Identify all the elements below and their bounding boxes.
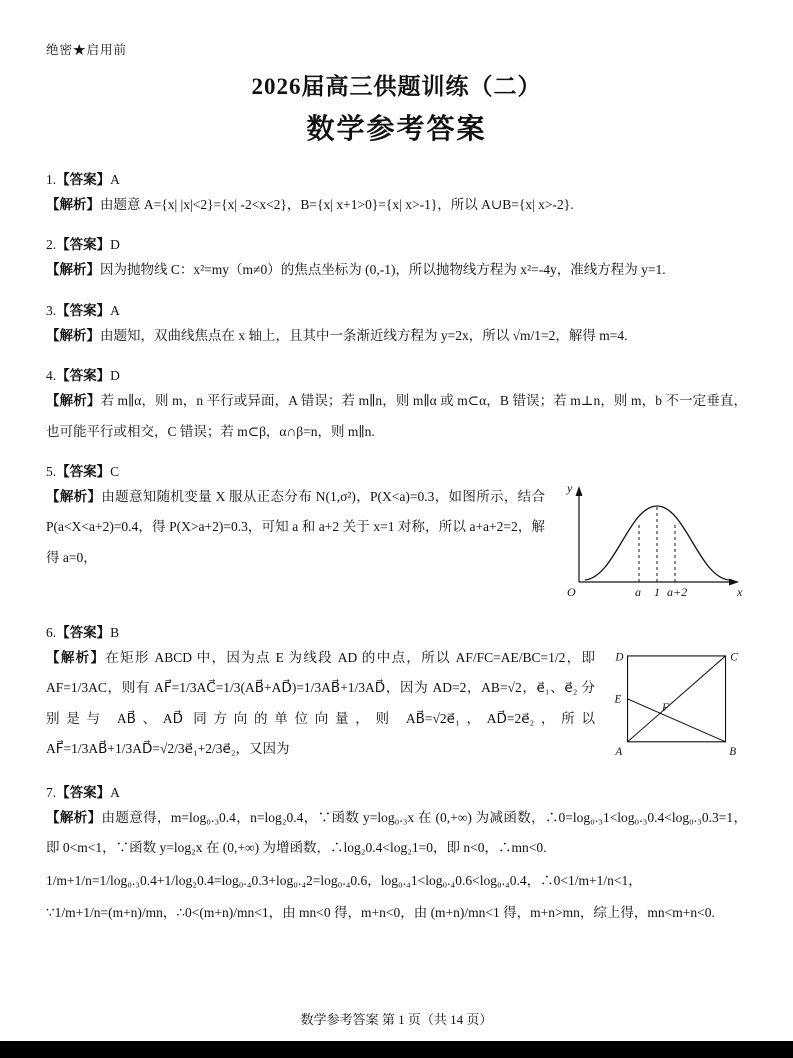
problem-1-analysis xyxy=(46,190,747,220)
answer-label: 【答案】 xyxy=(56,624,111,640)
problem-2-analysis xyxy=(46,255,747,285)
vertex-a-label: A xyxy=(615,745,623,758)
answer-label: 【答案】 xyxy=(56,785,111,801)
problem-7-answer-line xyxy=(46,781,747,801)
answer-value: A xyxy=(110,785,120,801)
page-footer: 数学参考答案 第 1 页（共 14 页） xyxy=(300,1012,493,1027)
problem-6-answer-line xyxy=(46,621,747,641)
answer-value: D xyxy=(110,237,120,253)
vertex-c-label: C xyxy=(730,651,738,664)
exam-title: 2026届高三供题训练（二） xyxy=(251,74,542,99)
problem-number: 3. xyxy=(46,302,57,318)
problem-4-analysis xyxy=(46,386,747,447)
problem-4-answer-line xyxy=(46,364,747,384)
x-axis-label: x xyxy=(737,584,743,599)
y-axis-arrow xyxy=(576,486,583,496)
bottom-black-bar xyxy=(0,1041,793,1058)
answer-label: 【答案】 xyxy=(56,368,111,384)
problem-7-analysis xyxy=(46,803,747,864)
analysis-text: 因为抛物线 C：x²=my（m≠0）的焦点坐标为 (0,-1)，所以抛物线方程为 x²=-4y，准线方程为 y=1. xyxy=(100,262,666,278)
vertex-b-label: B xyxy=(729,745,737,758)
problem-1-answer-line xyxy=(46,168,747,188)
problem-4 xyxy=(46,351,747,447)
problem-7 xyxy=(46,768,747,929)
answer-label: 【答案】 xyxy=(56,463,111,479)
rectangle-svg xyxy=(607,641,747,764)
normal-distribution-figure xyxy=(557,476,747,604)
problem-7-analysis-3: ∵1/m+1/n=(m+n)/mn，∴0<(m+n)/mn<1，由 mn<0 得，m+n<0，由 (m+n)/mn<1 得，m+n>mn，综上得，mn<m+n<0. xyxy=(46,905,715,921)
answer-value: C xyxy=(110,463,120,479)
analysis-label: 【解析】 xyxy=(46,262,100,278)
answer-value: A xyxy=(110,172,120,187)
problem-1 xyxy=(46,155,747,220)
answer-label: 【答案】 xyxy=(56,237,111,253)
answer-value: D xyxy=(110,368,120,384)
analysis-text: 若 m∥α，则 m，n 平行或异面，A 错误；若 m∥n，则 m∥α 或 m⊂α，B 错误；若 m⊥n，则 m，b 不一定垂直，也可能平行或相交，C 错误；若 m⊂β，α∩β=n，则 m∥n. xyxy=(46,393,747,439)
answer-label: 【答案】 xyxy=(56,302,111,318)
problem-3-analysis xyxy=(46,321,747,351)
problem-3 xyxy=(46,286,747,351)
point-f-label: F xyxy=(662,701,669,714)
analysis-label: 【解析】 xyxy=(46,197,100,212)
answer-value: A xyxy=(110,302,120,318)
problem-5 xyxy=(46,447,747,608)
answer-value: B xyxy=(110,624,120,640)
segment-eb xyxy=(628,699,726,742)
analysis-label: 【解析】 xyxy=(46,810,102,826)
diagonal-ac xyxy=(628,656,726,742)
origin-label: O xyxy=(567,584,576,599)
problem-2 xyxy=(46,220,747,285)
analysis-label: 【解析】 xyxy=(46,649,106,665)
analysis-text: 由题意 A={x| |x|<2}={x| -2<x<2}，B={x| x+1>0}={x| x>-1}，所以 A∪B={x| x>-2}. xyxy=(100,197,574,212)
normal-curve-svg xyxy=(557,476,747,604)
problem-6 xyxy=(46,608,747,768)
a-plus-2-tick-label: a+2 xyxy=(667,584,688,599)
analysis-text: 由题意得，m=log₀.₃0.4，n=log₂0.4，∵函数 y=log₀.₃x 在 (0,+∞) 为减函数，∴0=log₀.₃1<log₀.₃0.4<log₀.₃0.3=1，即 0<m<1，∵函数 y=log₂x 在 (0,+∞) 为增函数，∴log₂0.4<log₂1=0，即 n<0，∴mn<0. xyxy=(46,810,747,856)
problem-number: 6. xyxy=(46,624,57,640)
mean-tick-label: 1 xyxy=(654,584,660,599)
analysis-text: 由题意知随机变量 X 服从正态分布 N(1,σ²)，P(X<a)=0.3，如图所示，结合 P(a<X<a+2)=0.4，得 P(X>a+2)=0.3，可知 a 和 a+2 关于 x=1 对称，所以 a+a+2=2，解得 a=0， xyxy=(46,488,545,565)
y-axis-label: y xyxy=(567,480,573,495)
problem-number: 2. xyxy=(46,237,57,253)
analysis-label: 【解析】 xyxy=(46,488,102,504)
answer-label: 【答案】 xyxy=(56,172,111,187)
analysis-text: 在矩形 ABCD 中，因为点 E 为线段 AD 的中点，所以 AF/FC=AE/BC=1/2，即 AF=1/3AC，则有 AF⃗=1/3AC⃗=1/3(AB⃗+AD⃗)=1/3AB⃗+1/3AD⃗，因为 AD=2，AB=√2，e⃗₁、e⃗₂ 分别是与 AB⃗、AD⃗ 同方向的单位向量，则 AB⃗=√2e⃗₁，AD⃗=2e⃗₂，所以 AF⃗=1/3AB⃗+1/3AD⃗=√2/3e⃗₁+2/3e⃗₂，又因为 xyxy=(46,649,596,756)
problem-number: 7. xyxy=(46,785,57,801)
point-e-label: E xyxy=(614,693,622,706)
analysis-label: 【解析】 xyxy=(46,327,100,343)
analysis-label: 【解析】 xyxy=(46,393,101,409)
classification-label: 绝密★启用前 xyxy=(46,43,128,57)
problem-2-answer-line xyxy=(46,233,747,253)
problem-number: 1. xyxy=(46,172,57,187)
vertex-d-label: D xyxy=(615,651,624,664)
problem-number: 4. xyxy=(46,368,57,384)
problem-number: 5. xyxy=(46,463,57,479)
rectangle-figure xyxy=(607,641,747,764)
answer-key-title: 数学参考答案 xyxy=(306,114,487,145)
a-tick-label: a xyxy=(635,584,641,599)
problem-7-analysis-2: 1/m+1/n=1/log₀.₃0.4+1/log₂0.4=log₀.₄0.3+log₀.₄2=log₀.₄0.6，log₀.₄1<log₀.₄0.6<log₀.₄0.4，∴0<1/m+1/n<1， xyxy=(46,872,642,888)
problem-3-answer-line xyxy=(46,299,747,319)
analysis-text: 由题知，双曲线焦点在 x 轴上，且其中一条渐近线方程为 y=2x，所以 √m/1=2，解得 m=4. xyxy=(100,327,628,343)
